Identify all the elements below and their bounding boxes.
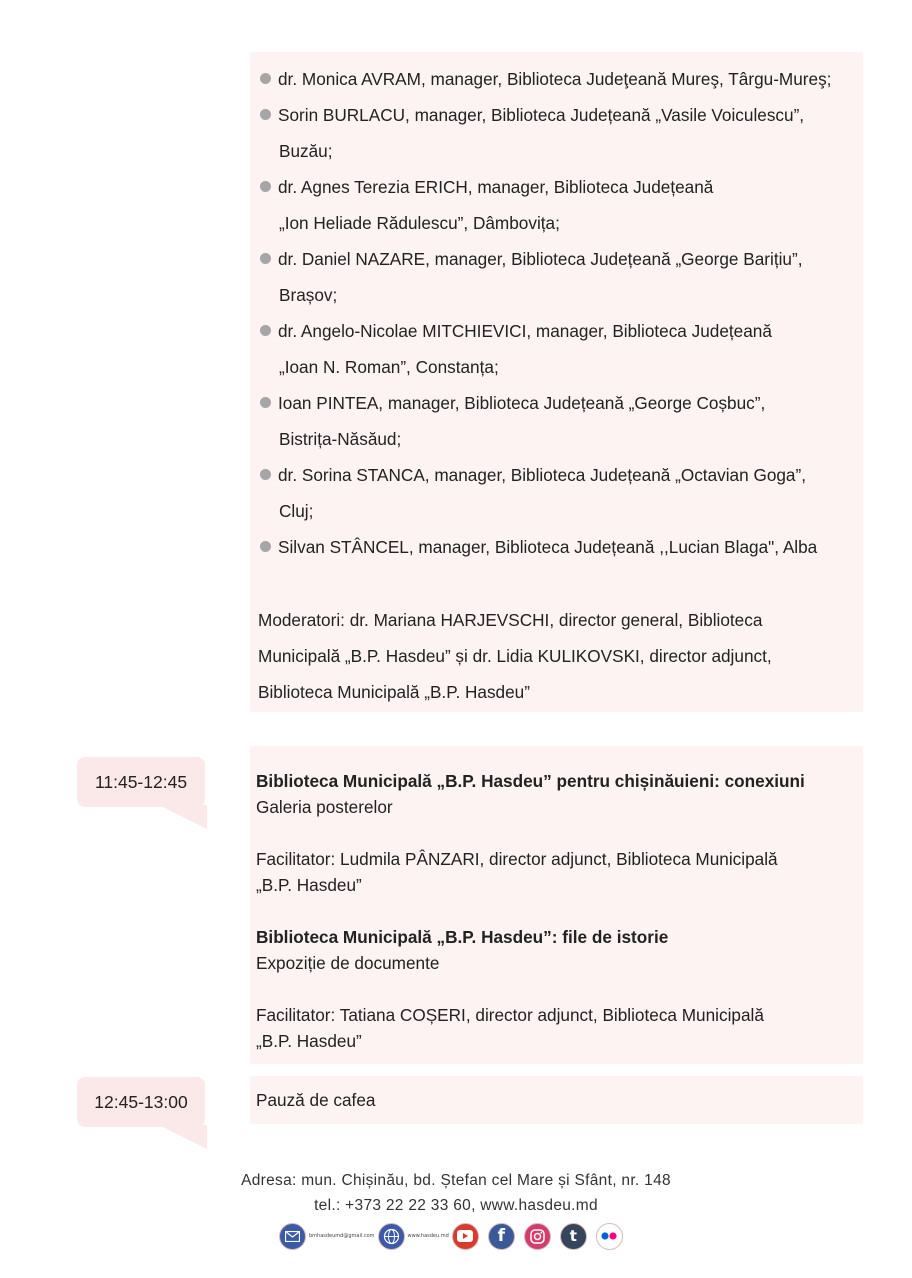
moderators-line: Moderatori: dr. Mariana HARJEVSCHI, director general, Biblioteca	[258, 610, 763, 630]
globe-icon[interactable]	[378, 1223, 405, 1250]
speaker-line: dr. Sorina STANCA, manager, Biblioteca Județeană „Octavian Goga”,	[278, 465, 806, 485]
time-label: 12:45-13:00	[94, 1091, 188, 1112]
speaker-line: dr. Agnes Terezia ERICH, manager, Biblioteca Județeană	[278, 177, 714, 197]
facilitator-line: Facilitator: Tatiana COȘERI, director adjunct, Biblioteca Municipală	[256, 1005, 764, 1025]
speaker-item	[258, 169, 898, 241]
speaker-line-cont: „Ion Heliade Rădulescu”, Dâmbovița;	[279, 213, 560, 233]
time-badge	[77, 757, 205, 807]
speaker-line: Sorin BURLACU, manager, Biblioteca Județeană „Vasile Voiculescu”,	[278, 105, 805, 125]
session-title: Biblioteca Municipală „B.P. Hasdeu”: file de istorie	[256, 927, 669, 947]
speaker-line: dr. Daniel NAZARE, manager, Biblioteca Județeană „George Barițiu”,	[278, 249, 803, 269]
session-block	[256, 1087, 861, 1113]
speaker-item	[258, 61, 898, 97]
speaker-item	[258, 313, 898, 385]
session-block	[256, 924, 861, 976]
speaker-item	[258, 97, 898, 169]
web-text[interactable]: www.hasdeu.md	[407, 1233, 449, 1239]
facilitator-line: „B.P. Hasdeu”	[256, 1031, 362, 1051]
facilitator-block	[256, 846, 861, 898]
speaker-item	[258, 241, 898, 313]
footer-address: Adresa: mun. Chișinău, bd. Ștefan cel Mare și Sfânt, nr. 148	[241, 1172, 671, 1189]
instagram-icon[interactable]	[524, 1223, 551, 1250]
facilitator-block	[256, 1002, 861, 1054]
speaker-line-cont: Cluj;	[279, 501, 314, 521]
facilitator-line: „B.P. Hasdeu”	[256, 875, 362, 895]
time-badge	[77, 1077, 205, 1127]
bubble-tail	[159, 805, 207, 829]
email-text[interactable]: bmhasdeumd@gmail.com	[309, 1233, 375, 1239]
youtube-icon[interactable]	[452, 1223, 479, 1250]
moderators-line: Municipală „B.P. Hasdeu” și dr. Lidia KULIKOVSKI, director adjunct,	[258, 646, 772, 666]
speaker-item	[258, 529, 898, 565]
session-title: Pauză de cafea	[256, 1090, 376, 1110]
facilitator-line: Facilitator: Ludmila PÂNZARI, director adjunct, Biblioteca Municipală	[256, 849, 778, 869]
bubble-tail	[159, 1125, 207, 1149]
speaker-line: dr. Monica AVRAM, manager, Biblioteca Judeţeană Mureş, Târgu-Mureş;	[278, 69, 832, 89]
moderators-text	[258, 602, 848, 710]
speaker-line-cont: „Ioan N. Roman”, Constanța;	[279, 357, 499, 377]
facebook-icon[interactable]: f	[488, 1223, 515, 1250]
speaker-line: Silvan STÂNCEL, manager, Biblioteca Județeană ,,Lucian Blaga", Alba	[278, 537, 818, 557]
speaker-line: Ioan PINTEA, manager, Biblioteca Județeană „George Coșbuc”,	[278, 393, 766, 413]
session-subtitle: Expoziție de documente	[256, 953, 440, 973]
speaker-line-cont: Brașov;	[279, 285, 338, 305]
speaker-item	[258, 385, 898, 457]
speaker-line: dr. Angelo-Nicolae MITCHIEVICI, manager, Biblioteca Județeană	[278, 321, 772, 341]
speaker-line-cont: Buzău;	[279, 141, 333, 161]
speaker-item	[258, 457, 898, 529]
speaker-line-cont: Bistrița-Năsăud;	[279, 429, 402, 449]
flickr-icon[interactable]	[596, 1223, 623, 1250]
session-block	[256, 768, 861, 820]
email-icon[interactable]	[279, 1223, 306, 1250]
footer-contact: tel.: +373 22 22 33 60, www.hasdeu.md	[314, 1197, 598, 1214]
speaker-list	[258, 61, 898, 565]
session-title: Biblioteca Municipală „B.P. Hasdeu” pentru chișinăuieni: conexiuni	[256, 771, 805, 791]
tumblr-icon[interactable]: t	[560, 1223, 587, 1250]
time-label: 11:45-12:45	[94, 771, 188, 792]
session-subtitle: Galeria posterelor	[256, 797, 393, 817]
social-icons	[279, 1221, 623, 1251]
moderators-line: Biblioteca Municipală „B.P. Hasdeu”	[258, 682, 530, 702]
